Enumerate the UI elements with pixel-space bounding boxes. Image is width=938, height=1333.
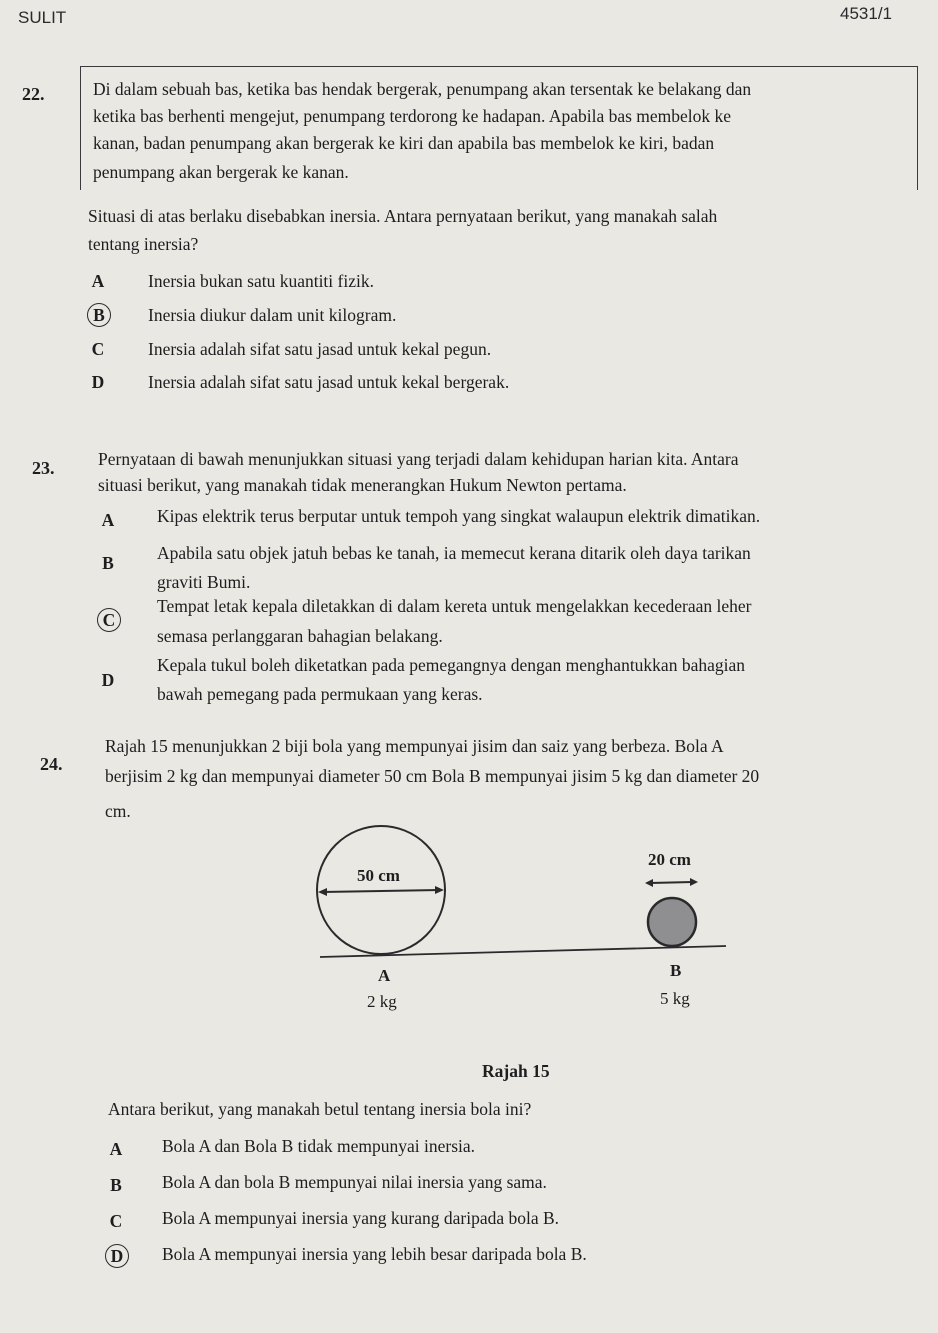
option-a-text: Kipas elektrik terus berputar untuk tempoh yang singkat walaupun elektrik dimatikan. bbox=[157, 506, 761, 526]
ball-a-arrow-left bbox=[318, 888, 327, 896]
option-c-text: Tempat letak kepala diletakkan di dalam kereta untuk mengelakkan kecederaan leher bbox=[157, 596, 752, 616]
option-c-text: semasa perlanggaran bahagian belakang. bbox=[157, 626, 443, 646]
question-23-stem: Pernyataan di bawah menunjukkan situasi yang terjadi dalam kehidupan harian kita. Antara bbox=[98, 449, 739, 469]
ball-b-arrow-left bbox=[645, 879, 653, 887]
option-c-letter[interactable]: C bbox=[109, 1211, 123, 1231]
option-b-text: graviti Bumi. bbox=[157, 572, 251, 592]
option-b-letter-circled[interactable]: B bbox=[87, 303, 111, 327]
question-22-stem: tentang inersia? bbox=[88, 234, 199, 254]
question-23-number: 23. bbox=[32, 458, 55, 478]
ball-b-diameter-label: 20 cm bbox=[648, 850, 691, 869]
header-sulit: SULIT bbox=[18, 8, 67, 27]
ball-b-mass: 5 kg bbox=[660, 989, 690, 1008]
question-24-stem: Rajah 15 menunjukkan 2 biji bola yang mempunyai jisim dan saiz yang berbeza. Bola A bbox=[105, 736, 724, 756]
question-23-stem: situasi berikut, yang manakah tidak menerangkan Hukum Newton pertama. bbox=[98, 475, 627, 495]
option-c-text: Bola A mempunyai inersia yang kurang daripada bola B. bbox=[162, 1208, 560, 1228]
question-22-number: 22. bbox=[22, 84, 45, 104]
option-c-letter[interactable]: C bbox=[91, 339, 105, 359]
header-paper-code: 4531/1 bbox=[840, 4, 892, 23]
option-a-letter[interactable]: A bbox=[91, 271, 105, 291]
option-c-letter-circled[interactable]: C bbox=[97, 608, 121, 632]
option-d-text: Kepala tukul boleh diketatkan pada pemegangnya dengan menghantukkan bahagian bbox=[157, 655, 745, 675]
option-c-text: Inersia adalah sifat satu jasad untuk kekal pegun. bbox=[148, 339, 492, 359]
option-b-letter[interactable]: B bbox=[102, 553, 114, 573]
option-b-letter[interactable]: B bbox=[110, 1175, 122, 1195]
question-24-prompt: Antara berikut, yang manakah betul tentang inersia bola ini? bbox=[108, 1099, 532, 1119]
ball-b-diameter-line bbox=[650, 882, 693, 883]
option-d-letter-circled[interactable]: D bbox=[105, 1244, 129, 1268]
scenario-line: Di dalam sebuah bas, ketika bas hendak bergerak, penumpang akan tersentak ke belakang dan bbox=[93, 79, 752, 99]
ground-line bbox=[320, 946, 726, 957]
scenario-line: penumpang akan bergerak ke kanan. bbox=[93, 162, 349, 182]
option-a-text: Inersia bukan satu kuantiti fizik. bbox=[148, 271, 374, 291]
ball-b-label: B bbox=[670, 961, 682, 980]
option-b-text: Inersia diukur dalam unit kilogram. bbox=[148, 305, 397, 325]
option-d-letter[interactable]: D bbox=[101, 670, 115, 690]
scenario-line: kanan, badan penumpang akan bergerak ke kiri dan apabila bas membelok ke kiri, badan bbox=[93, 133, 715, 153]
option-b-text: Apabila satu objek jatuh bebas ke tanah, ia memecut kerana ditarik oleh daya tarikan bbox=[157, 543, 751, 563]
ball-b-arrow-right bbox=[690, 878, 698, 886]
question-24-number: 24. bbox=[40, 754, 63, 774]
option-d-text: Inersia adalah sifat satu jasad untuk kekal bergerak. bbox=[148, 372, 510, 392]
ball-a-arrow-right bbox=[435, 886, 444, 894]
figure-caption: Rajah 15 bbox=[482, 1061, 550, 1081]
option-b-text: Bola A dan bola B mempunyai nilai inersia yang sama. bbox=[162, 1172, 547, 1192]
option-d-letter[interactable]: D bbox=[91, 372, 105, 392]
ball-b-circle bbox=[648, 898, 696, 946]
ball-a-mass: 2 kg bbox=[367, 992, 397, 1011]
option-a-text: Bola A dan Bola B tidak mempunyai inersia. bbox=[162, 1136, 476, 1156]
option-a-letter[interactable]: A bbox=[101, 510, 115, 530]
question-24-stem: cm. bbox=[105, 801, 131, 821]
option-a-letter[interactable]: A bbox=[109, 1139, 123, 1159]
ball-a-diameter-label: 50 cm bbox=[357, 866, 400, 885]
option-d-text: Bola A mempunyai inersia yang lebih besar daripada bola B. bbox=[162, 1244, 587, 1264]
scenario-line: ketika bas berhenti mengejut, penumpang terdorong ke hadapan. Apabila bas membelok ke bbox=[93, 106, 732, 126]
ball-a-label: A bbox=[378, 966, 391, 985]
ball-a-diameter-line bbox=[322, 890, 440, 892]
question-24-stem: berjisim 2 kg dan mempunyai diameter 50 cm Bola B mempunyai jisim 5 kg dan diameter 20 bbox=[105, 766, 760, 786]
question-22-stem: Situasi di atas berlaku disebabkan inersia. Antara pernyataan berikut, yang manakah salah bbox=[88, 206, 718, 226]
option-d-text: bawah pemegang pada permukaan yang keras. bbox=[157, 684, 483, 704]
